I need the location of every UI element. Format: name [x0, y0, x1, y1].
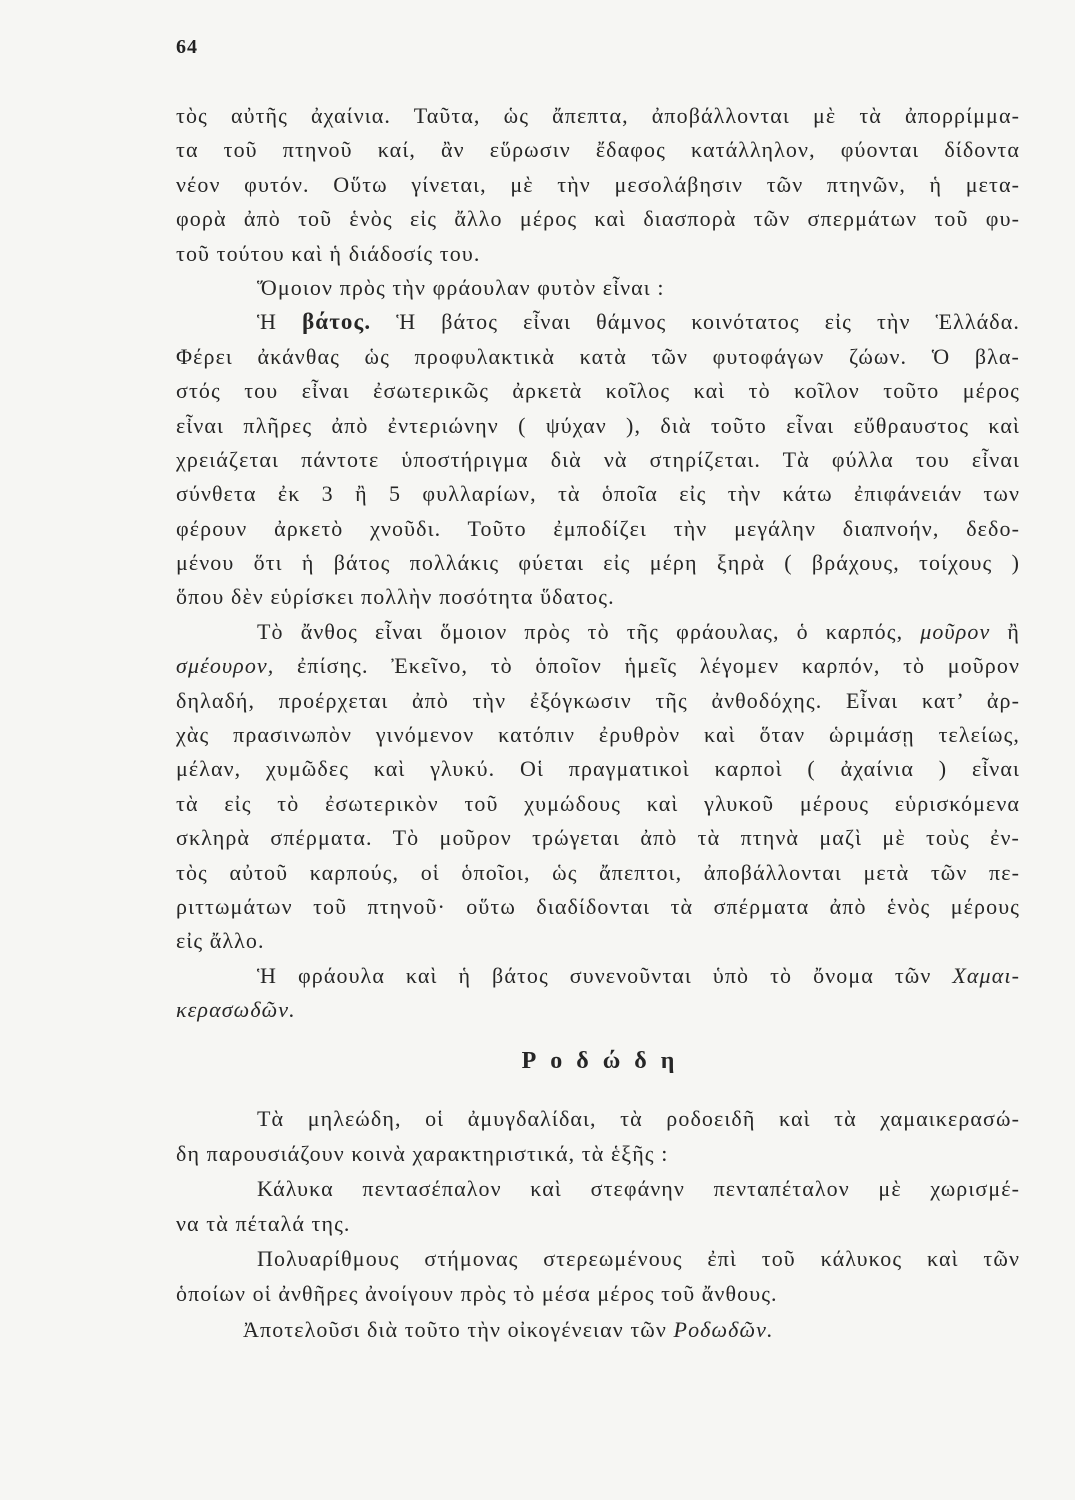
- italic-term: κερασωδῶν.: [176, 997, 296, 1023]
- text-line: [176, 1312, 1020, 1347]
- paragraph: [176, 1101, 1020, 1171]
- text-segment: Ἡ: [257, 309, 278, 335]
- text-line: [176, 615, 1020, 649]
- text-line: τὸς αὐτῆς ἀχαίνια. Ταῦτα, ὡς ἄπεπτα, ἀποβάλλονται μὲ τὰ ἀπορρίμμα-: [176, 103, 1020, 128]
- paragraph: [176, 959, 1020, 1028]
- italic-term: Χαμαι-: [952, 962, 1020, 988]
- body-text: [176, 99, 1020, 1347]
- text-line: [176, 959, 1020, 993]
- section-body: [176, 1101, 1020, 1347]
- text-line: χὰς πρασινωπὸν γινόμενον κατόπιν ἐρυθρὸν καὶ ὅταν ὡριμάσῃ τελείως,: [176, 722, 1020, 748]
- text-line: τὰ εἰς τὸ ἐσωτερικὸν τοῦ χυμώδους καὶ γλυκοῦ μέρους εὑρισκόμενα: [176, 790, 1020, 816]
- text-line: Φέρει ἀκάνθας ὡς προφυλακτικὰ κατὰ τῶν φυτοφάγων ζώων. Ὁ βλα-: [176, 343, 1020, 369]
- text-line: Πολυαρίθμους στήμονας στερεωμένους ἐπὶ τοῦ κάλυκος καὶ τῶν: [257, 1246, 1020, 1272]
- text-line: να τὰ πέταλά της.: [176, 1211, 351, 1237]
- text-line: ὁποίων οἱ ἀνθῆρες ἀνοίγουν πρὸς τὸ μέσα μέρος τοῦ ἄνθους.: [176, 1281, 778, 1307]
- paragraph: [176, 1171, 1020, 1241]
- page-number: 64: [176, 36, 198, 58]
- text-line: δη παρουσιάζουν κοινὰ χαρακτηριστικά, τὰ ἑξῆς :: [176, 1140, 669, 1166]
- text-line: χρειάζεται πάντοτε ὑποστήριγμα διὰ νὰ στηρίζεται. Τὰ φύλλα του εἶναι: [176, 446, 1020, 472]
- paragraph: [176, 305, 1020, 615]
- text-line: [176, 649, 1020, 683]
- text-line: Κάλυκα πεντασέπαλον καὶ στεφάνην πενταπέταλον μὲ χωρισμέ-: [257, 1175, 1020, 1201]
- section-heading: Ροδώδη: [521, 1047, 689, 1074]
- italic-term: σμέουρον,: [176, 653, 275, 679]
- text-line: Ὅμοιον πρὸς τὴν φράουλαν φυτὸν εἶναι :: [257, 274, 665, 300]
- text-line: στός του εἶναι ἐσωτερικῶς ἀρκετὰ κοῖλος καὶ τὸ κοῖλον τοῦτο μέρος: [176, 378, 1020, 404]
- text-line: [176, 993, 1020, 1027]
- text-line: σύνθετα ἐκ 3 ἢ 5 φυλλαρίων, τὰ ὁποῖα εἰς τὴν κάτω ἐπιφάνειάν των: [176, 481, 1020, 507]
- text-line: μέλαν, χυμῶδες καὶ γλυκύ. Οἱ πραγματικοὶ καρποὶ ( ἀχαίνια ) εἶναι: [176, 756, 1020, 782]
- text-line: ὅπου δὲν εὑρίσκει πολλὴν ποσότητα ὕδατος.: [176, 584, 615, 610]
- text-segment: ἐπίσης. Ἐκεῖνο, τὸ ὁποῖον ἡμεῖς λέγομεν καρπόν, τὸ μοῦρον: [297, 653, 1020, 679]
- text-segment: ἢ: [1007, 618, 1020, 644]
- italic-term: Ροδωδῶν.: [673, 1316, 774, 1342]
- bold-term: βάτος.: [302, 309, 372, 335]
- paragraph: [176, 1312, 1020, 1347]
- text-line: Τὰ μηλεώδη, οἱ ἀμυγδαλίδαι, τὰ ροδοειδῆ καὶ τὰ χαμαικερασώ-: [257, 1105, 1020, 1131]
- text-line: δηλαδή, προέρχεται ἀπὸ τὴν ἐξόγκωσιν τῆς ἀνθοδόχης. Εἶναι κατ’ ἀρ-: [176, 687, 1020, 713]
- text-line: μένου ὅτι ἡ βάτος πολλάκις φύεται εἰς μέρη ξηρὰ ( βράχους, τοίχους ): [176, 550, 1020, 576]
- text-segment: Ἡ φράουλα καὶ ἡ βάτος συνενοῦνται ὑπὸ τὸ ὄνομα τῶν: [257, 962, 932, 988]
- text-line: τα τοῦ πτηνοῦ καί, ἂν εὕρωσιν ἔδαφος κατάλληλον, φύονται δίδοντα: [176, 137, 1020, 163]
- text-segment: Ἀποτελοῦσι διὰ τοῦτο τὴν οἰκογένειαν τῶν: [243, 1316, 667, 1342]
- text-line: εἰς ἄλλο.: [176, 928, 265, 954]
- text-line: τὸς αὐτοῦ καρπούς, οἱ ὁποῖοι, ὡς ἄπεπτοι, ἀποβάλλονται μετὰ τῶν πε-: [176, 859, 1020, 885]
- text-line: φορὰ ἀπὸ τοῦ ἑνὸς εἰς ἄλλο μέρος καὶ διασπορὰ τῶν σπερμάτων τοῦ φυ-: [176, 206, 1020, 232]
- text-segment: Τὸ ἄνθος εἶναι ὅμοιον πρὸς τὸ τῆς φράουλας, ὁ καρπός,: [257, 618, 904, 644]
- text-line: εἶναι πλῆρες ἀπὸ ἐντεριώνην ( ψύχαν ), διὰ τοῦτο εἶναι εὔθραυστος καὶ: [176, 412, 1020, 438]
- text-line: νέον φυτόν. Οὕτω γίνεται, μὲ τὴν μεσολάβησιν τῶν πτηνῶν, ἡ μετα-: [176, 171, 1020, 197]
- text-line: τοῦ τούτου καὶ ἡ διάδοσίς του.: [176, 240, 481, 266]
- text-segment: Ἡ βάτος εἶναι θάμνος κοινότατος εἰς τὴν Ἑλλάδα.: [396, 309, 1020, 335]
- paragraph: [176, 1241, 1020, 1311]
- paragraph: [176, 271, 1020, 305]
- text-line: σκληρὰ σπέρματα. Τὸ μοῦρον τρώγεται ἀπὸ τὰ πτηνὰ μαζὶ μὲ τοὺς ἐν-: [176, 825, 1020, 851]
- paragraph: [176, 615, 1020, 959]
- text-line: [176, 305, 1020, 339]
- italic-term: μοῦρον: [920, 618, 991, 644]
- text-line: φέρουν ἀρκετὸ χνοῦδι. Τοῦτο ἐμποδίζει τὴν μεγάλην διαπνοήν, δεδο-: [176, 515, 1020, 541]
- paragraph: [176, 99, 1020, 271]
- text-line: ριττωμάτων τοῦ πτηνοῦ· οὕτω διαδίδονται τὰ σπέρματα ἀπὸ ἑνὸς μέρους: [176, 893, 1020, 919]
